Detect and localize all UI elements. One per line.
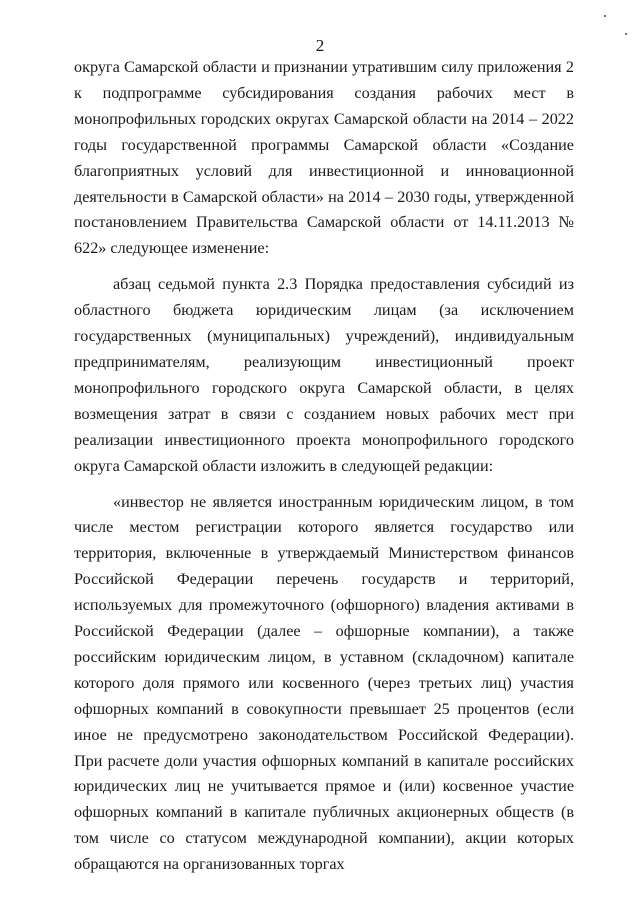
scan-speck: [625, 33, 627, 35]
scan-speck: [604, 15, 606, 17]
paragraph-continuation: округа Самарской области и признании утратившим силу приложения 2 к подпрограмме субсидирования создания рабочих мест в монопрофильных городских округах Самарской области на 2014 – 2022 годы государственной программы Самарской области «Создание благоприятных условий для инвестиционной и инновационной деятельности в Самарской области» на 2014 – 2030 годы, утвержденной постановлением Правительства Самарской области от 14.11.2013 № 622» следующее изменение:: [74, 58, 574, 258]
document-body: [74, 55, 574, 878]
paragraph-amendment: абзац седьмой пункта 2.3 Порядка предоставления субсидий из областного бюджета юридическим лицам (за исключением государственных (муниципальных) учреждений), индивидуальным предпринимателям, реализующим инвестиционный проект монопрофильного городского округа Самарской области, в целях возмещения затрат в связи с созданием новых рабочих мест при реализации инвестиционного проекта монопрофильного городского округа Самарской области изложить в следующей редакции:: [74, 275, 574, 475]
paragraph-new-wording: «инвестор не является иностранным юридическим лицом, в том числе местом регистрации которого является государство или территория, включенные в утверждаемый Министерством финансов Российской Федерации перечень государств и территорий, используемых для промежуточного (офшорного) владения активами в Российской Федерации (далее – офшорные компании), а также российским юридическим лицом, в уставном (складочном) капитале которого доля прямого или косвенного (через третьих лиц) участия офшорных компаний в совокупности превышает 25 процентов (если иное не предусмотрено законодательством Российской Федерации). При расчете доли участия офшорных компаний в капитале российских юридических лиц не учитывается прямое и (или) косвенное участие офшорных компаний в капитале публичных акционерных обществ (в том числе со статусом международной компании), акции которых обращаются на организованных торгах: [74, 492, 574, 874]
page-number: 2: [315, 36, 325, 55]
